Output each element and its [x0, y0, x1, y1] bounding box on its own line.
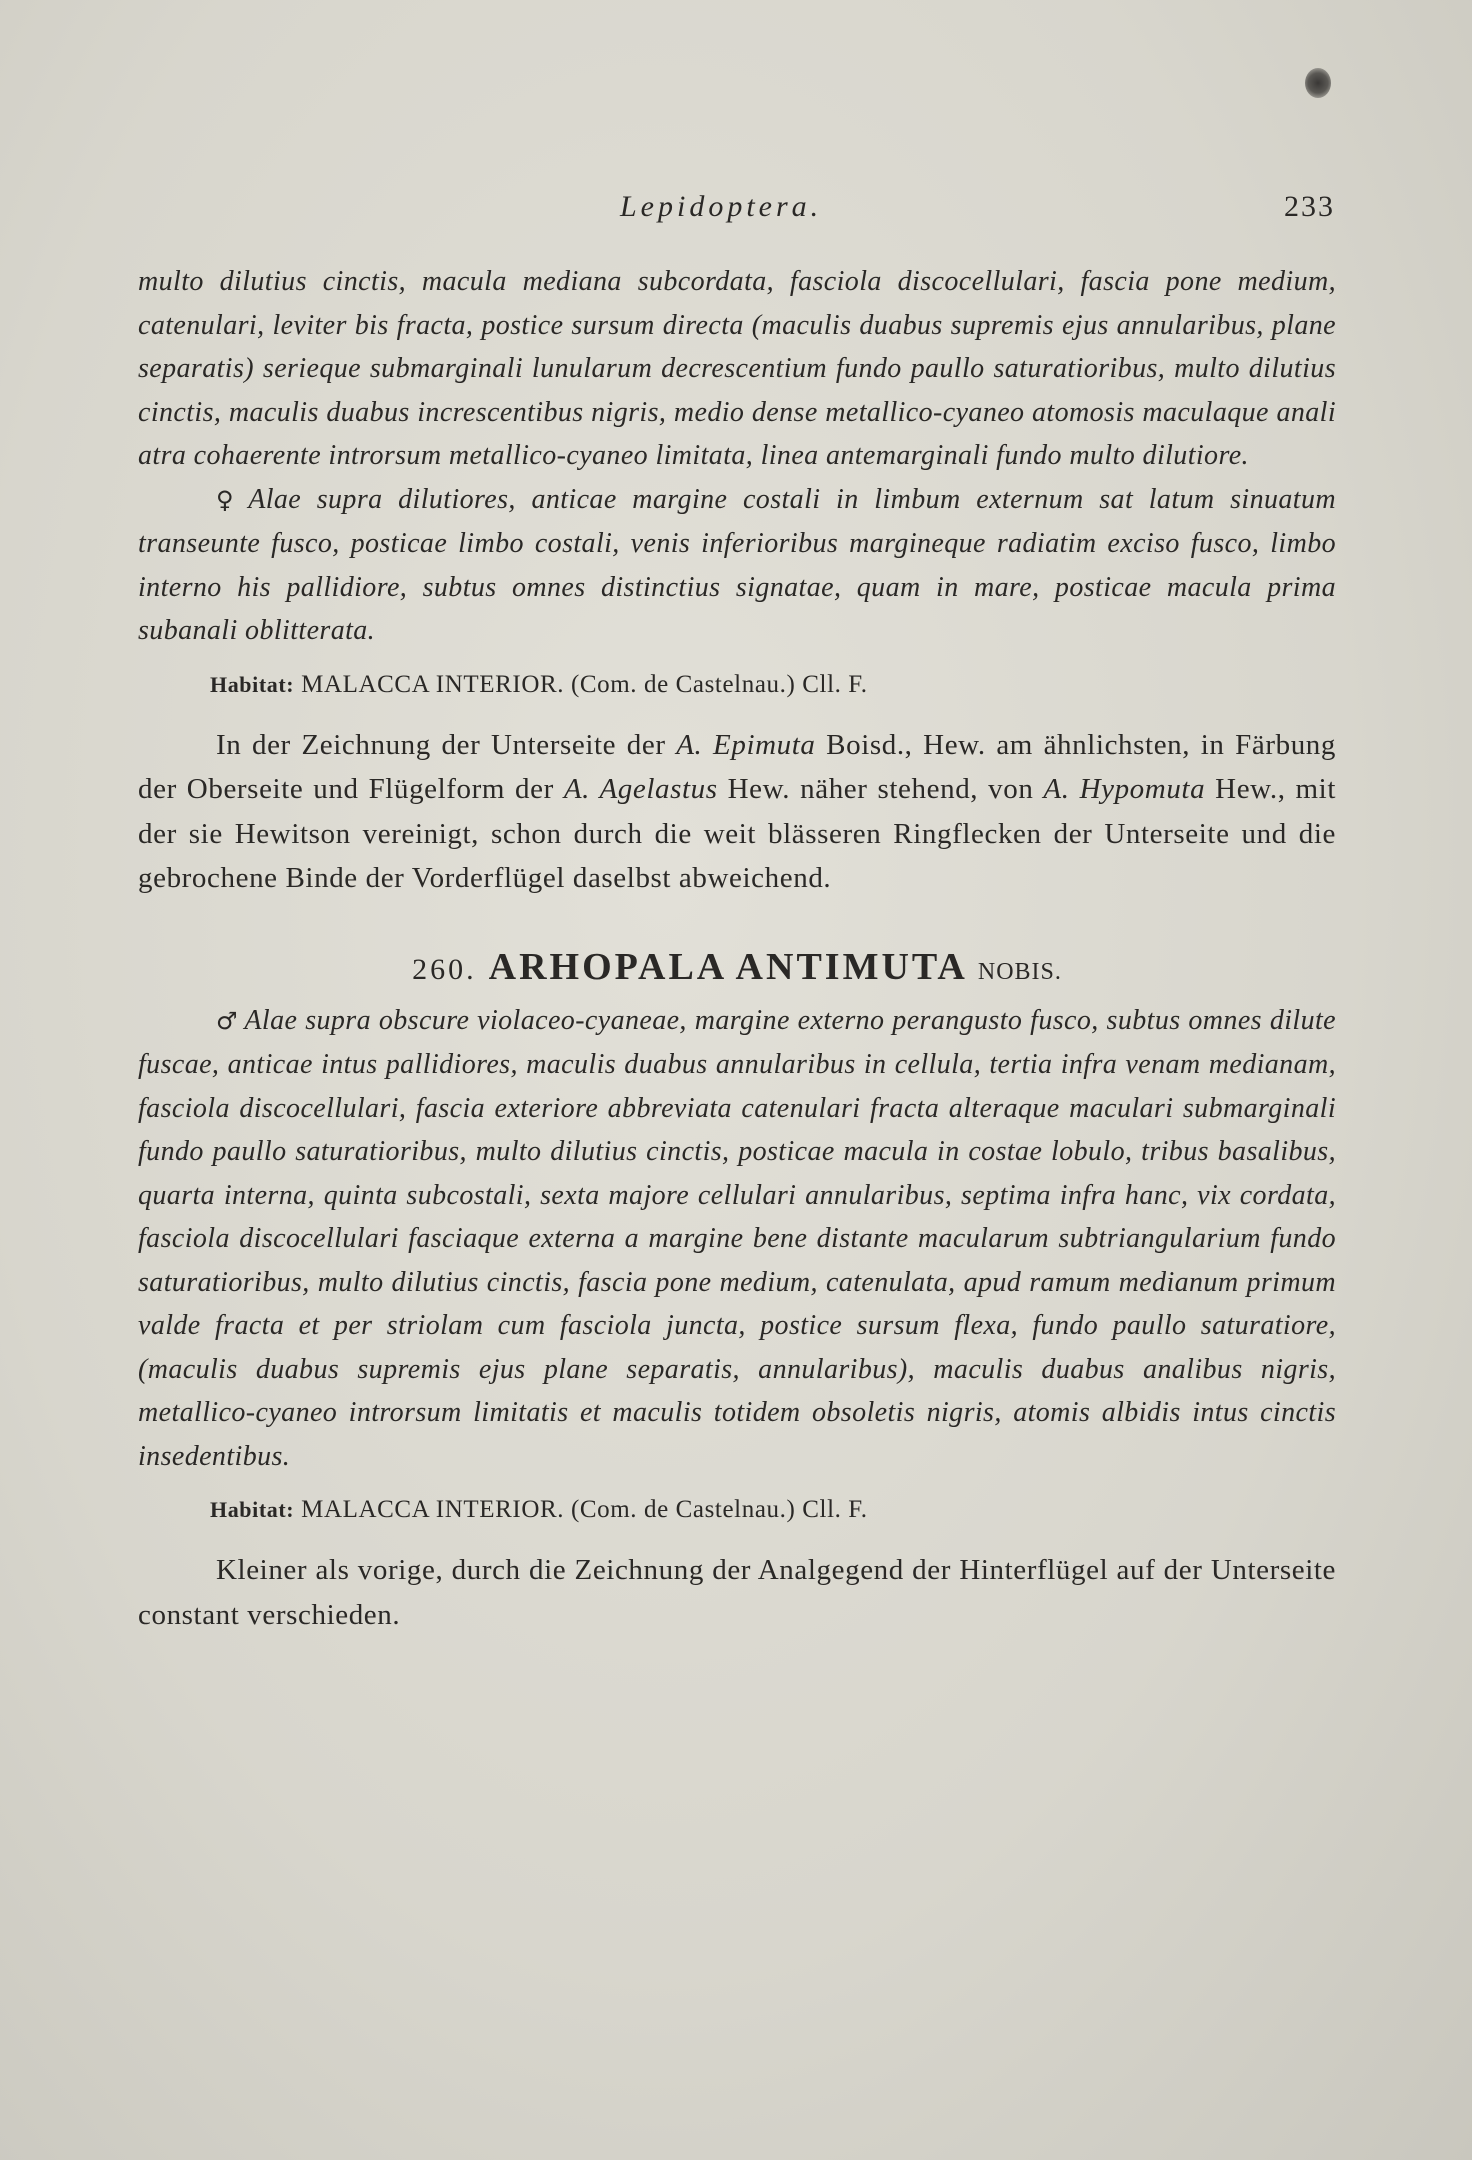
- page-number: 233: [1284, 190, 1335, 223]
- habitat-line: [138, 665, 1336, 705]
- male-description-text: Alae supra obscure violaceo-cyaneae, margine externo perangusto fusco, subtus omnes dilute fuscae, anticae intus pallidiores, maculis duabus annularibus in cellula, tertia infra venam medianam, fasciola discocellulari, fascia exteriore abbreviata catenulari fracta alteraque maculari submarginali fundo paullo saturatioribus, multo dilutius cinctis, posticae macula in costae lobulo, tribus basalibus, quarta interna, quinta subcostali, sexta majore cellulari annularibus, septima infra hanc, vix cordata, fasciola discocellulari fasciaque externa a margine bene distante macularum subtriangularium fundo saturatioribus, multo dilutius cinctis, fascia pone medium, catenulata, apud ramum medianum primum valde fracta et per striolam cum fasciola juncta, postice sursum flexa, fundo paullo saturatiore, (maculis duabus supremis ejus plane separatis, annularibus), maculis duabus analibus nigris, metallico-cyaneo introrsum limitatis et maculis totidem obsoletis nigris, atomis albidis intus cinctis insedentibus.: [138, 1004, 1336, 1472]
- species-ref-agelastus: A. Agelastus: [563, 773, 718, 805]
- german-text-3: Hew. näher stehend, von: [717, 773, 1044, 805]
- page-header: [140, 190, 1335, 230]
- habitat-line-2: [138, 1490, 1336, 1530]
- habitat-label-2: Habitat:: [210, 1497, 295, 1522]
- male-description: [138, 999, 1336, 1479]
- species-number: 260.: [412, 952, 477, 986]
- female-symbol: ♀: [216, 485, 243, 514]
- habitat-label: Habitat:: [210, 671, 295, 697]
- german-remarks-2: Kleiner als vorige, durch die Zeichnung der Analgegend der Hinterflügel auf der Unterseite constant verschieden.: [138, 1554, 1336, 1631]
- female-description-text: Alae supra dilutiores, anticae margine costali in limbum externum sat latum sinuatum transeunte fusco, posticae limbo costali, venis inferioribus margineque radiatim exciso fusco, limbo interno his pallidiore, subtus omnes distinctius signatae, quam in mare, posticae macula prima subanali oblitterata.: [138, 483, 1337, 646]
- habitat-text-2: MALACCA INTERIOR. (Com. de Castelnau.) Cll. F.: [301, 1496, 868, 1523]
- species-ref-hypomuta: A. Hypomuta: [1043, 773, 1206, 805]
- species-name: ARHOPALA ANTIMUTA: [488, 945, 968, 988]
- german-text-4: Hew., mit der sie Hewitson vereinigt, schon durch die weit blässeren Ringflecken der Unterseite und die gebrochene Binde der Vorderflügel daselbst abweichend.: [138, 773, 1336, 894]
- german-remarks: [138, 723, 1336, 901]
- species-ref-epimuta: A. Epimuta: [676, 728, 816, 761]
- body-text: [138, 260, 1336, 1637]
- male-symbol: ♂: [216, 1006, 239, 1035]
- species-heading: [138, 945, 1336, 989]
- habitat-text: MALACCA INTERIOR. (Com. de Castelnau.) Cll. F.: [301, 670, 868, 698]
- female-description: [138, 478, 1336, 653]
- latin-description-continued: multo dilutius cinctis, macula mediana subcordata, fasciola discocellulari, fascia pone medium, catenulari, leviter bis fracta, postice sursum directa (maculis duabus supremis ejus annularibus, plane separatis) serieque submarginali lunularum decrescentium fundo paullo saturatioribus, multo dilutius cinctis, maculis duabus increscentibus nigris, medio dense metallico-cyaneo atomosis maculaque anali atra cohaerente introrsum metallico-cyaneo limitata, linea antemarginali fundo multo dilutiore.: [138, 266, 1336, 471]
- running-title: Lepidoptera.: [620, 190, 823, 223]
- german-text-2: Boisd., Hew. am ähnlichsten, in Färbung der Oberseite und Flügelform der: [138, 728, 1336, 805]
- ink-spot: [1305, 68, 1331, 98]
- species-author: NOBIS.: [977, 958, 1062, 985]
- german-text-1: In der Zeichnung der Unterseite der: [216, 728, 677, 761]
